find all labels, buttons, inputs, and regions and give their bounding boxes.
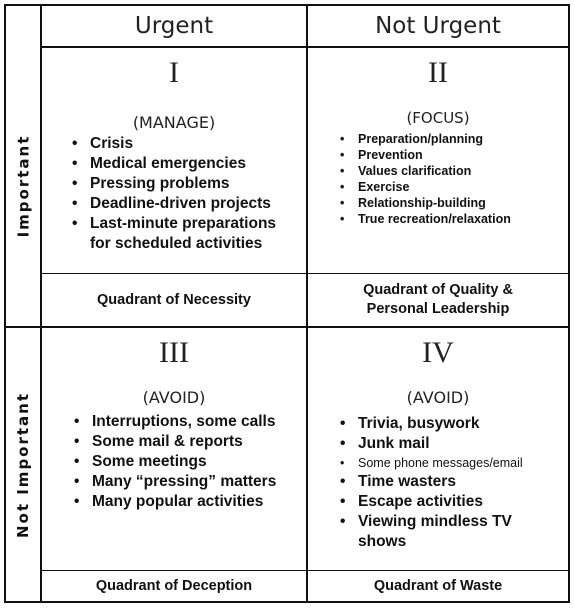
list-item: • Many “pressing” matters [74,472,276,492]
time-management-matrix [4,4,570,603]
row-label-not-important [6,328,40,601]
list-item: • Some mail & reports [74,432,276,452]
quadrant-2-footer-line1: Quadrant of Quality & [363,282,513,298]
list-item: • Many popular activities [74,492,276,512]
list-item: • Time wasters [340,472,523,492]
quadrant-3-tag: (AVOID) [142,388,206,407]
header-not-urgent: Not Urgent [375,13,501,39]
row-label-not-important-text: Not Important [14,391,33,538]
list-item: • True recreation/relaxation [340,211,511,227]
list-item: • Junk mail [340,434,523,454]
list-item: • Crisis [72,134,276,154]
quadrant-2-list [340,131,511,227]
list-item: • Trivia, busywork [340,414,523,434]
quadrant-4-numeral: IV [422,336,454,369]
hline-row-divider [6,326,568,328]
list-item: • Deadline-driven projects [72,194,276,214]
quadrant-4-tag: (AVOID) [406,388,470,407]
row-label-important-text: Important [14,134,33,238]
list-item: • Prevention [340,147,511,163]
list-item: • Viewing mindless TV [340,512,523,532]
list-item: • Escape activities [340,492,523,512]
quadrant-2-tag: (FOCUS) [406,109,470,127]
list-item: • Preparation/planning [340,131,511,147]
quadrant-1-list [72,134,276,254]
header-urgent: Urgent [134,13,214,39]
list-item-continuation: shows [358,533,407,550]
quadrant-3-list [74,412,276,512]
quadrant-1-tag: (MANAGE) [132,113,216,132]
list-item: • Medical emergencies [72,154,276,174]
list-item: • Exercise [340,179,511,195]
list-item: • Values clarification [340,163,511,179]
list-item: • Relationship-building [340,195,511,211]
quadrant-1-footer: Quadrant of Necessity [97,291,251,308]
quadrant-2-footer-line2: Personal Leadership [366,301,510,317]
row-label-important [6,46,40,326]
quadrant-2-numeral: II [428,56,448,89]
quadrant-3-footer: Quadrant of Deception [95,577,253,594]
quadrant-3-numeral: III [159,336,189,369]
hline-header [40,46,568,48]
quadrant-2-footer [308,274,568,326]
quadrant-4-list [340,414,523,552]
list-item: • Some meetings [74,452,276,472]
list-item: • Interruptions, some calls [74,412,276,432]
list-item: • Last-minute preparations [72,214,276,234]
quadrant-4-footer: Quadrant of Waste [373,577,503,594]
list-item: • Some phone messages/email [340,454,523,472]
quadrant-1-numeral: I [169,56,179,89]
list-item: • Pressing problems [72,174,276,194]
list-item-continuation: for scheduled activities [90,235,263,252]
